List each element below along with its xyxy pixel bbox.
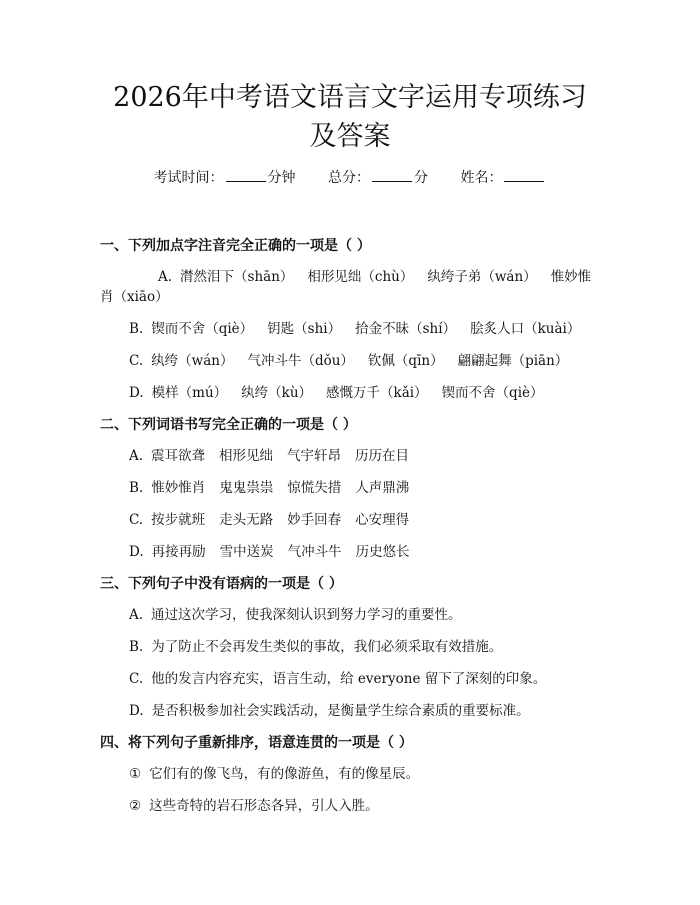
option-label: B. [129,639,144,655]
option-word: 心安理得 [355,512,410,528]
option-label: C. [129,512,144,528]
option-label: B. [129,321,144,337]
exam-time [154,168,296,188]
question-1-option-b [100,319,600,339]
option-label: C. [129,671,144,687]
sentence-number: ① [129,766,142,782]
option-sentence: 通过这次学习，使我深刻认识到努力学习的重要性。 [151,607,462,623]
total-score [328,168,428,188]
option-word: 再接再励 [151,544,206,560]
student-name-label: 姓名： [460,170,503,186]
student-name-blank [504,169,544,182]
question-2 [100,415,600,562]
option-word: 惟妙惟肖（xiāo） [100,269,592,305]
option-word: 相形见绌（chù） [307,269,414,285]
option-word: 钥匙（shi） [267,321,342,337]
question-4 [100,733,600,816]
option-word: 雪中送炭 [219,544,274,560]
exam-time-label: 考试时间： [153,170,224,186]
option-word: 惟妙惟肖 [151,480,206,496]
option-word: 锲而不舍（qiè） [151,321,254,337]
option-word: 感慨万千（kǎi） [326,385,428,401]
sentence-number: ② [129,798,142,814]
option-word: 钦佩（qīn） [367,353,444,369]
option-word: 人声鼎沸 [355,480,410,496]
option-word: 纨绔（kù） [241,385,313,401]
question-2-option-c [100,510,600,530]
question-4-title: 四、将下列句子重新排序，语意连贯的一项是（ ） [100,735,413,751]
option-word: 潸然泪下（shān） [180,269,294,285]
question-3-option-a [100,605,600,625]
total-score-label: 总分： [328,170,370,186]
question-4-sentence-2 [100,796,600,816]
option-label: D. [129,385,144,401]
exam-time-blank [226,169,266,182]
total-score-blank [372,169,412,182]
question-1-option-c [100,351,600,371]
question-2-option-b [100,478,600,498]
option-word: 气冲斗牛 [287,544,342,560]
option-word: 妙手回春 [287,512,342,528]
question-1-option-a [100,267,600,307]
option-label: A. [158,269,173,285]
question-3-option-d [100,701,600,721]
question-3-option-b [100,637,600,657]
question-4-sentence-1 [100,764,600,784]
option-label: D. [129,544,144,560]
option-word: 模样（mú） [151,385,228,401]
option-word: 气冲斗牛（dǒu） [247,353,354,369]
question-3-option-c [100,669,600,689]
option-word: 脍炙人口（kuài） [470,321,581,337]
option-word: 锲而不舍（qiè） [441,385,544,401]
student-name [460,168,546,188]
option-word: 翩翩起舞（piān） [457,353,569,369]
option-sentence: 是否积极参加社会实践活动，是衡量学生综合素质的重要标准。 [151,703,530,719]
option-word: 按步就班 [151,512,206,528]
option-word: 惊慌失措 [287,480,342,496]
option-word: 历历在目 [355,448,410,464]
option-label: A. [129,448,144,464]
option-label: D. [129,703,144,719]
option-word: 纨绔子弟（wán） [427,269,537,285]
exam-info-line [100,168,600,188]
option-word: 历史悠长 [355,544,410,560]
option-word: 气宇轩昂 [287,448,342,464]
question-3 [100,574,600,721]
option-word: 纨绔（wán） [151,353,234,369]
question-1 [100,236,600,403]
option-label: A. [129,607,144,623]
option-word: 拾金不昧（shí） [355,321,457,337]
document-title: 2026年中考语文语言文字运用专项练习及答案 [113,82,587,152]
option-sentence: 它们有的像飞鸟，有的像游鱼，有的像星辰。 [149,766,420,782]
option-sentence: 他的发言内容充实，语言生动，给 everyone 留下了深刻的印象。 [151,671,547,687]
option-word: 走头无路 [219,512,274,528]
option-word: 鬼鬼祟祟 [219,480,274,496]
total-score-unit: 分 [414,170,428,186]
question-2-option-a [100,446,600,466]
option-label: C. [129,353,144,369]
question-3-title: 三、下列句子中没有语病的一项是（ ） [100,576,343,592]
option-label: B. [129,480,144,496]
option-sentence: 为了防止不会再发生类似的事故，我们必须采取有效措施。 [151,639,503,655]
exam-time-unit: 分钟 [267,170,296,186]
option-word: 相形见绌 [219,448,274,464]
question-1-option-d [100,383,600,403]
question-2-title: 二、下列词语书写完全正确的一项是（ ） [100,417,357,433]
question-1-title: 一、下列加点字注音完全正确的一项是（ ） [100,238,371,254]
question-2-option-d [100,542,600,562]
option-word: 震耳欲聋 [151,448,206,464]
option-sentence: 这些奇特的岩石形态各异，引人入胜。 [149,798,379,814]
